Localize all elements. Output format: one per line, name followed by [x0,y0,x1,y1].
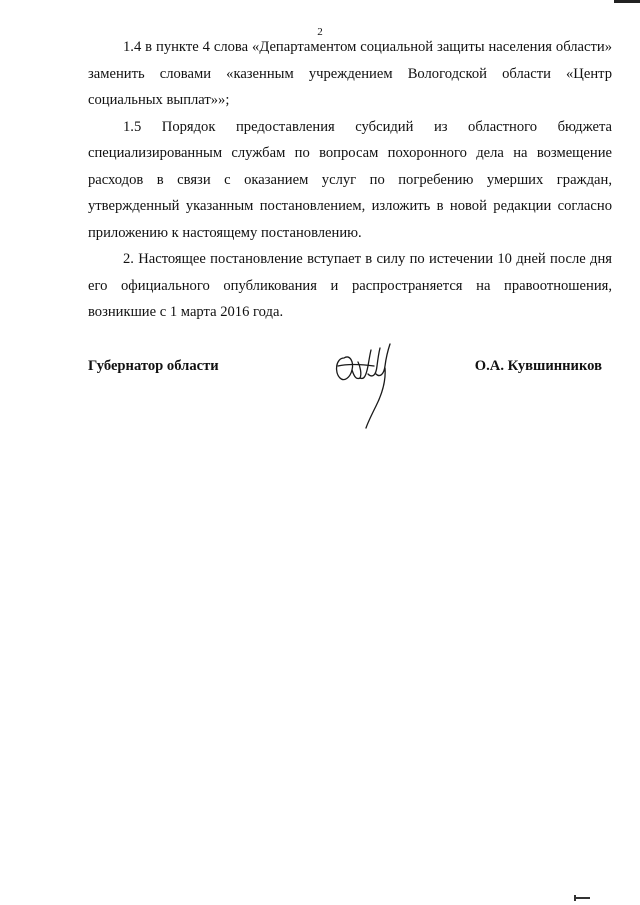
paragraph-1-5: 1.5 Порядок предоставления субсидий из областного бюджета специализированным службам по вопросам похоронного дела на возмещение расходов в связи с оказанием услуг по погребению умерших граждан, утвержденный указанным постановлением, изложить в новой редакции согласно приложению к настоящему постановлению. [88,118,612,241]
document-body [88,34,612,326]
signer-name: О.А. Кувшинников [474,358,602,374]
signer-title: Губернатор области [88,358,219,374]
handwritten-signature [330,336,400,436]
page-number: 2 [317,26,323,38]
paragraph-2: 2. Настоящее постановление вступает в силу по истечении 10 дней после дня его официального опубликования и распространяется на правоотношения, возникшие с 1 марта 2016 года. [88,251,612,320]
scan-edge-mark [614,0,640,3]
scan-edge-mark-bottom [574,897,590,899]
paragraph-1-4: 1.4 в пункте 4 слова «Департаментом социальной защиты населения области» заменить словами «казенным учреждением Вологодской области «Центр социальных выплат»»; [88,39,612,108]
